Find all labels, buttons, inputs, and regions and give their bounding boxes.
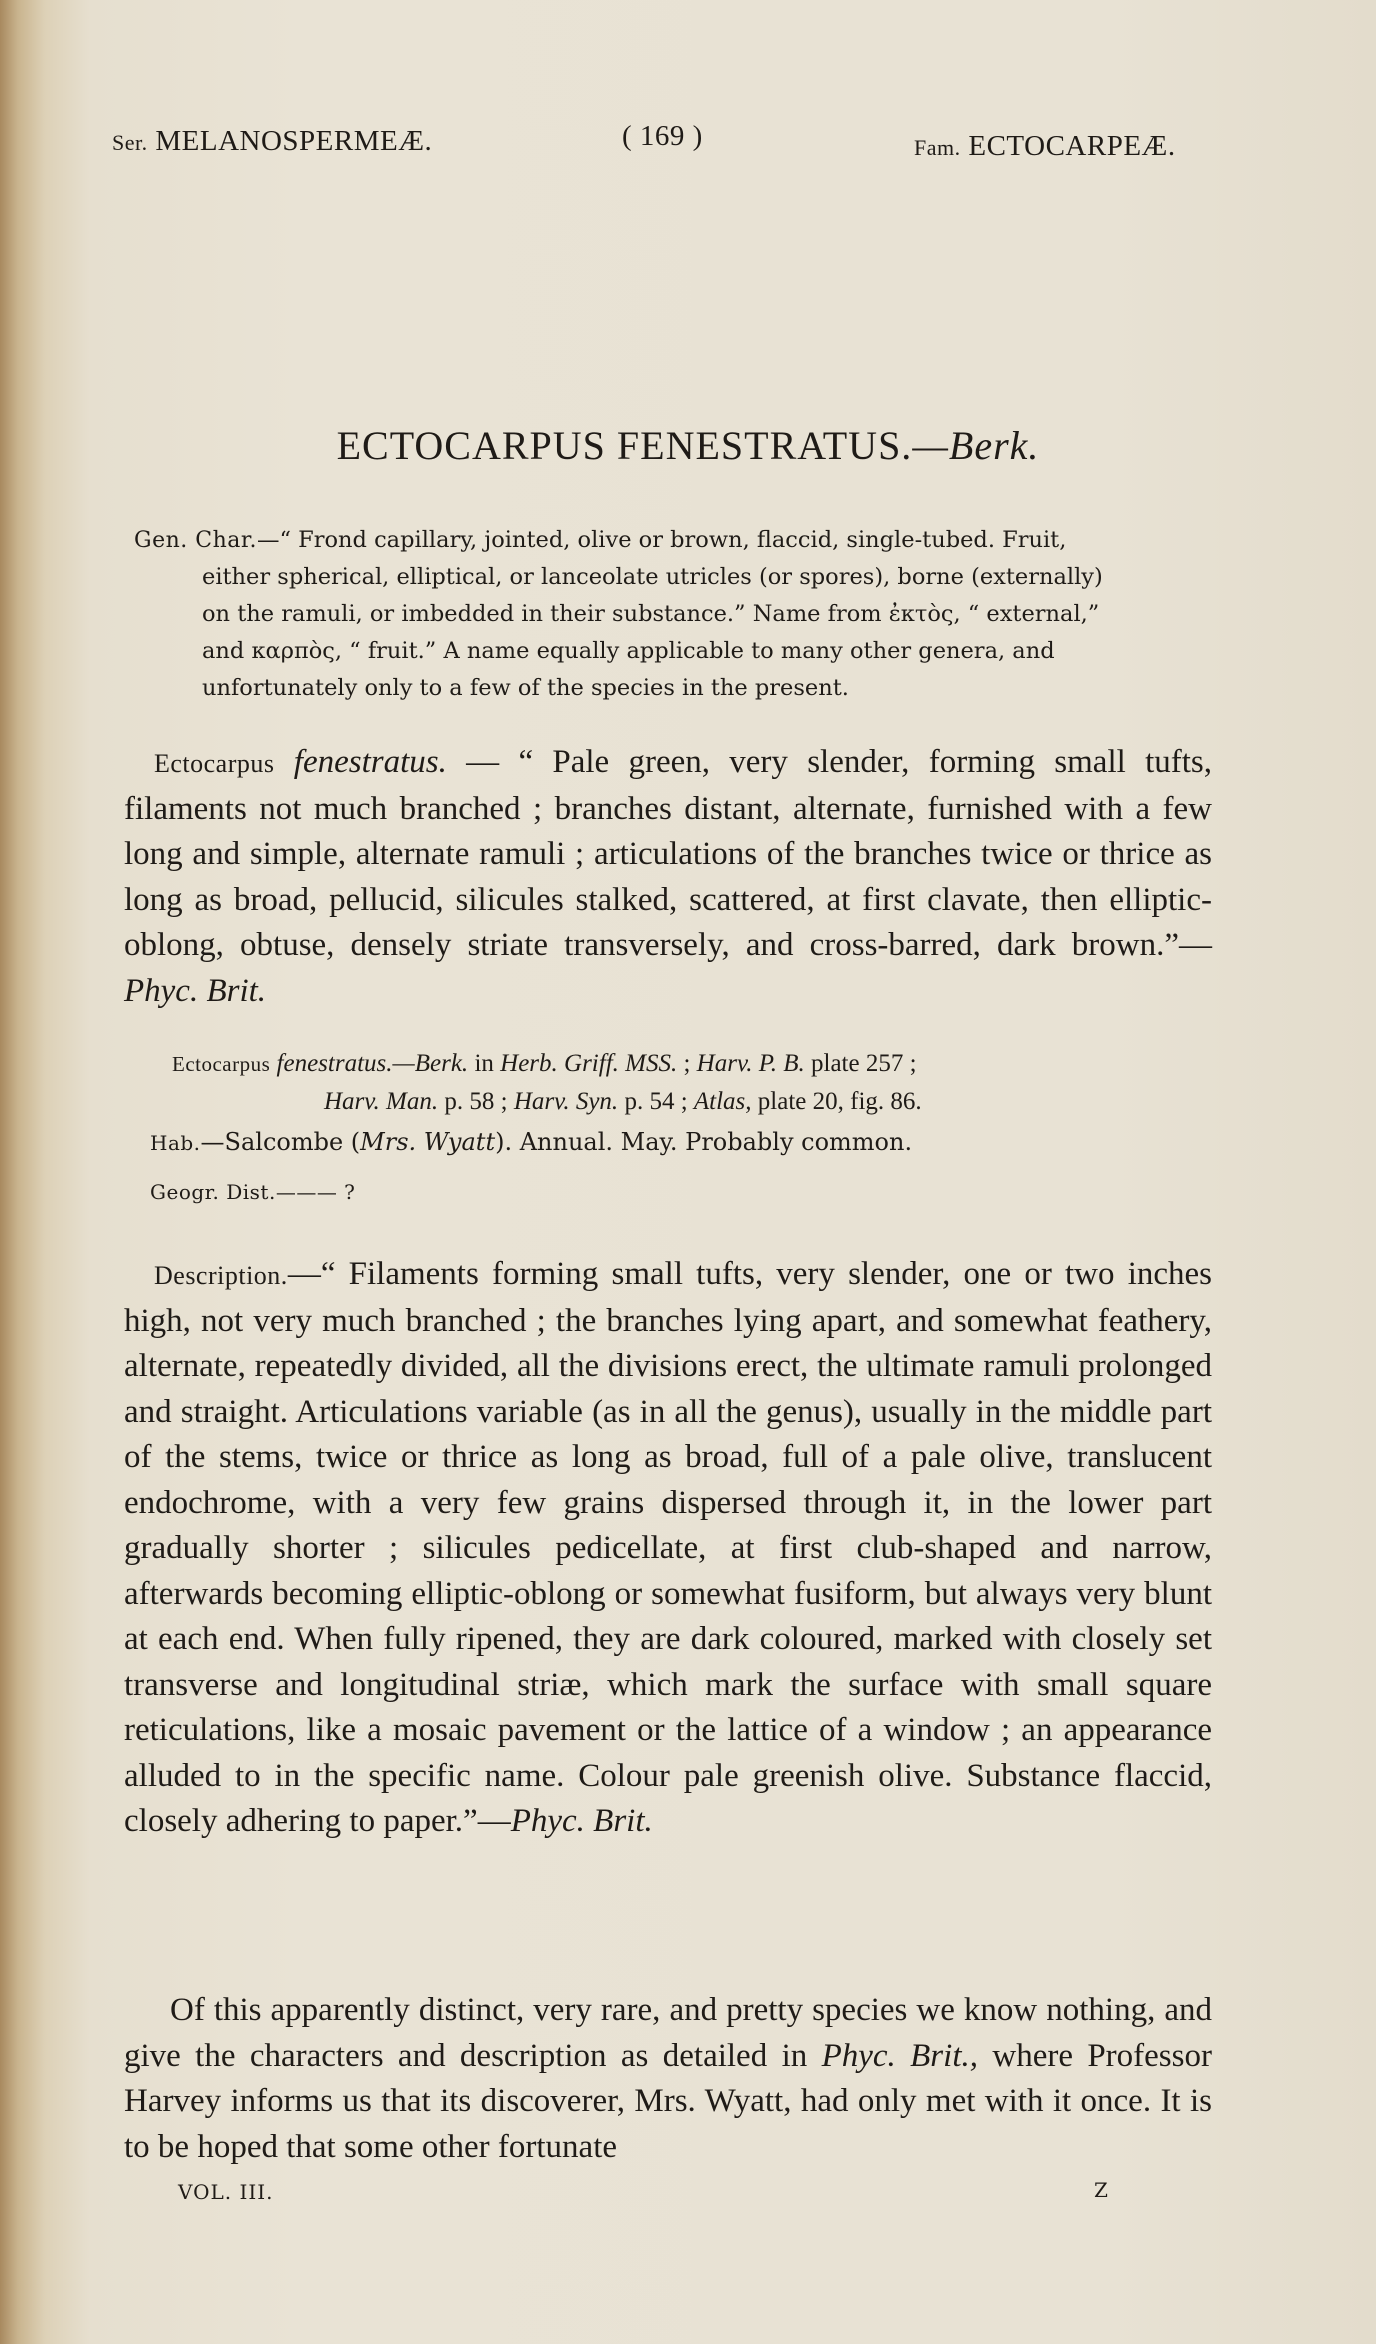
- synonymy-text: p. 54 ;: [618, 1088, 694, 1115]
- closing-text: Of this apparently distinct, very rare, and pretty species we know nothing, and give the characters and description as detailed in: [124, 1992, 1212, 2074]
- synonymy-text: ;: [677, 1050, 697, 1077]
- header-family: [914, 130, 1176, 163]
- geogr-value: ——— ?: [275, 1180, 356, 1204]
- diagnosis-text: — “ Pale green, very slender, forming small tufts, filaments not much branched ; branches distant, alternate, furnished with a few long and simple, alternate ramuli ; articulations of the branches twice or thrice as long as broad, pellucid, silicules stalked, scattered, at first clavate, then elliptic-oblong, obtuse, densely striate transversely, and cross-barred, dark brown.”—: [124, 744, 1212, 963]
- habitat-text: ). Annual. May. Probably common.: [495, 1128, 913, 1156]
- gen-char-label: Gen. Char.: [134, 528, 257, 553]
- habitat: [150, 1128, 912, 1156]
- header-series: [112, 125, 432, 158]
- diagnosis-genus: Ectocarpus: [154, 749, 275, 778]
- gen-char-line: either spherical, elliptical, or lanceolate utricles (or spores), borne (externally): [202, 564, 1103, 590]
- species-diagnosis: [124, 740, 1212, 1014]
- volume-mark: VOL. III.: [178, 2180, 274, 2204]
- signature-mark: Z: [1094, 2178, 1108, 2202]
- closing-paragraph: [124, 1988, 1212, 2170]
- header-family-name: ECTOCARPEÆ.: [968, 130, 1176, 162]
- description-text: —“ Filaments forming small tufts, very slender, one or two inches high, not very much branched ; the branches lying apart, and somewhat feathery, alternate, repeatedly divided, all the divisions erect, the ultimate ramuli prolonged and straight. Articulations variable (as in all the genus), usually in the middle part of the stems, twice or thrice as long as broad, full of a pale olive, translucent endochrome, with a very few grains dispersed through it, in the lower part gradually shorter ; silicules pedicellate, at first club-shaped and narrow, afterwards becoming elliptic-oblong or somewhat fusiform, but always very blunt at each end. When fully ripened, they are dark coloured, marked with closely set transverse and longitudinal striæ, which mark the surface with small square reticulations, like a mosaic pavement or the lattice of a window ; an appearance alluded to in the specific name. Colour pale greenish olive. Substance flaccid, closely adhering to paper.”—: [124, 1256, 1212, 1839]
- geographic-distribution: [150, 1180, 355, 1204]
- header-series-label: Ser.: [112, 130, 148, 155]
- running-header: [110, 120, 1220, 170]
- habitat-collector: Mrs. Wyatt: [360, 1128, 496, 1156]
- synonymy-ref: Herb. Griff. MSS.: [500, 1050, 678, 1077]
- generic-character: [134, 522, 1212, 707]
- synonymy-genus: Ectocarpus: [172, 1052, 271, 1076]
- synonymy-ref: Atlas,: [693, 1088, 752, 1115]
- diagnosis-source: Phyc. Brit.: [124, 972, 267, 1009]
- closing-ref: Phyc. Brit.,: [821, 2037, 978, 2074]
- description-label: Description.: [154, 1261, 288, 1290]
- page-number: ( 169 ): [622, 120, 703, 152]
- gen-char-line: unfortunately only to a few of the species in the present.: [202, 675, 849, 701]
- synonymy-text: in: [468, 1050, 501, 1077]
- species-title: [0, 422, 1376, 469]
- synonymy-ref: Harv. Man.: [324, 1088, 439, 1115]
- synonymy: [172, 1045, 1212, 1121]
- synonymy-species: fenestratus.—Berk.: [276, 1050, 469, 1077]
- description-paragraph: [124, 1252, 1212, 1845]
- species-title-name: ECTOCARPUS FENESTRATUS.: [336, 423, 913, 468]
- header-series-name: MELANOSPERMEÆ.: [155, 125, 433, 157]
- closing-text: where Professor Harvey informs us that its discoverer, Mrs. Wyatt, had only met with it once. It is to be hoped that some other fortunate: [124, 2037, 1212, 2165]
- geogr-label: Geogr. Dist.: [150, 1180, 276, 1204]
- gen-char-line: on the ramuli, or imbedded in their substance.” Name from ἐκτὸς, “ external,”: [202, 601, 1100, 627]
- synonymy-text: plate 20, fig. 86.: [751, 1088, 922, 1115]
- synonymy-text: p. 58 ;: [438, 1088, 514, 1115]
- habitat-text: —Salcombe (: [200, 1128, 361, 1156]
- gen-char-line: —“ Frond capillary, jointed, olive or brown, flaccid, single-tubed. Fruit,: [256, 527, 1067, 553]
- synonymy-ref: Harv. Syn.: [513, 1088, 619, 1115]
- gen-char-line: and καρπὸς, “ fruit.” A name equally applicable to many other genera, and: [202, 638, 1055, 664]
- species-title-author: —Berk.: [912, 423, 1040, 468]
- diagnosis-species: fenestratus.: [293, 744, 447, 780]
- description-source: Phyc. Brit.: [510, 1803, 653, 1839]
- synonymy-text: plate 257 ;: [804, 1050, 917, 1077]
- synonymy-ref: Harv. P. B.: [696, 1050, 805, 1077]
- header-family-label: Fam.: [914, 135, 961, 160]
- habitat-label: Hab.: [150, 1131, 201, 1155]
